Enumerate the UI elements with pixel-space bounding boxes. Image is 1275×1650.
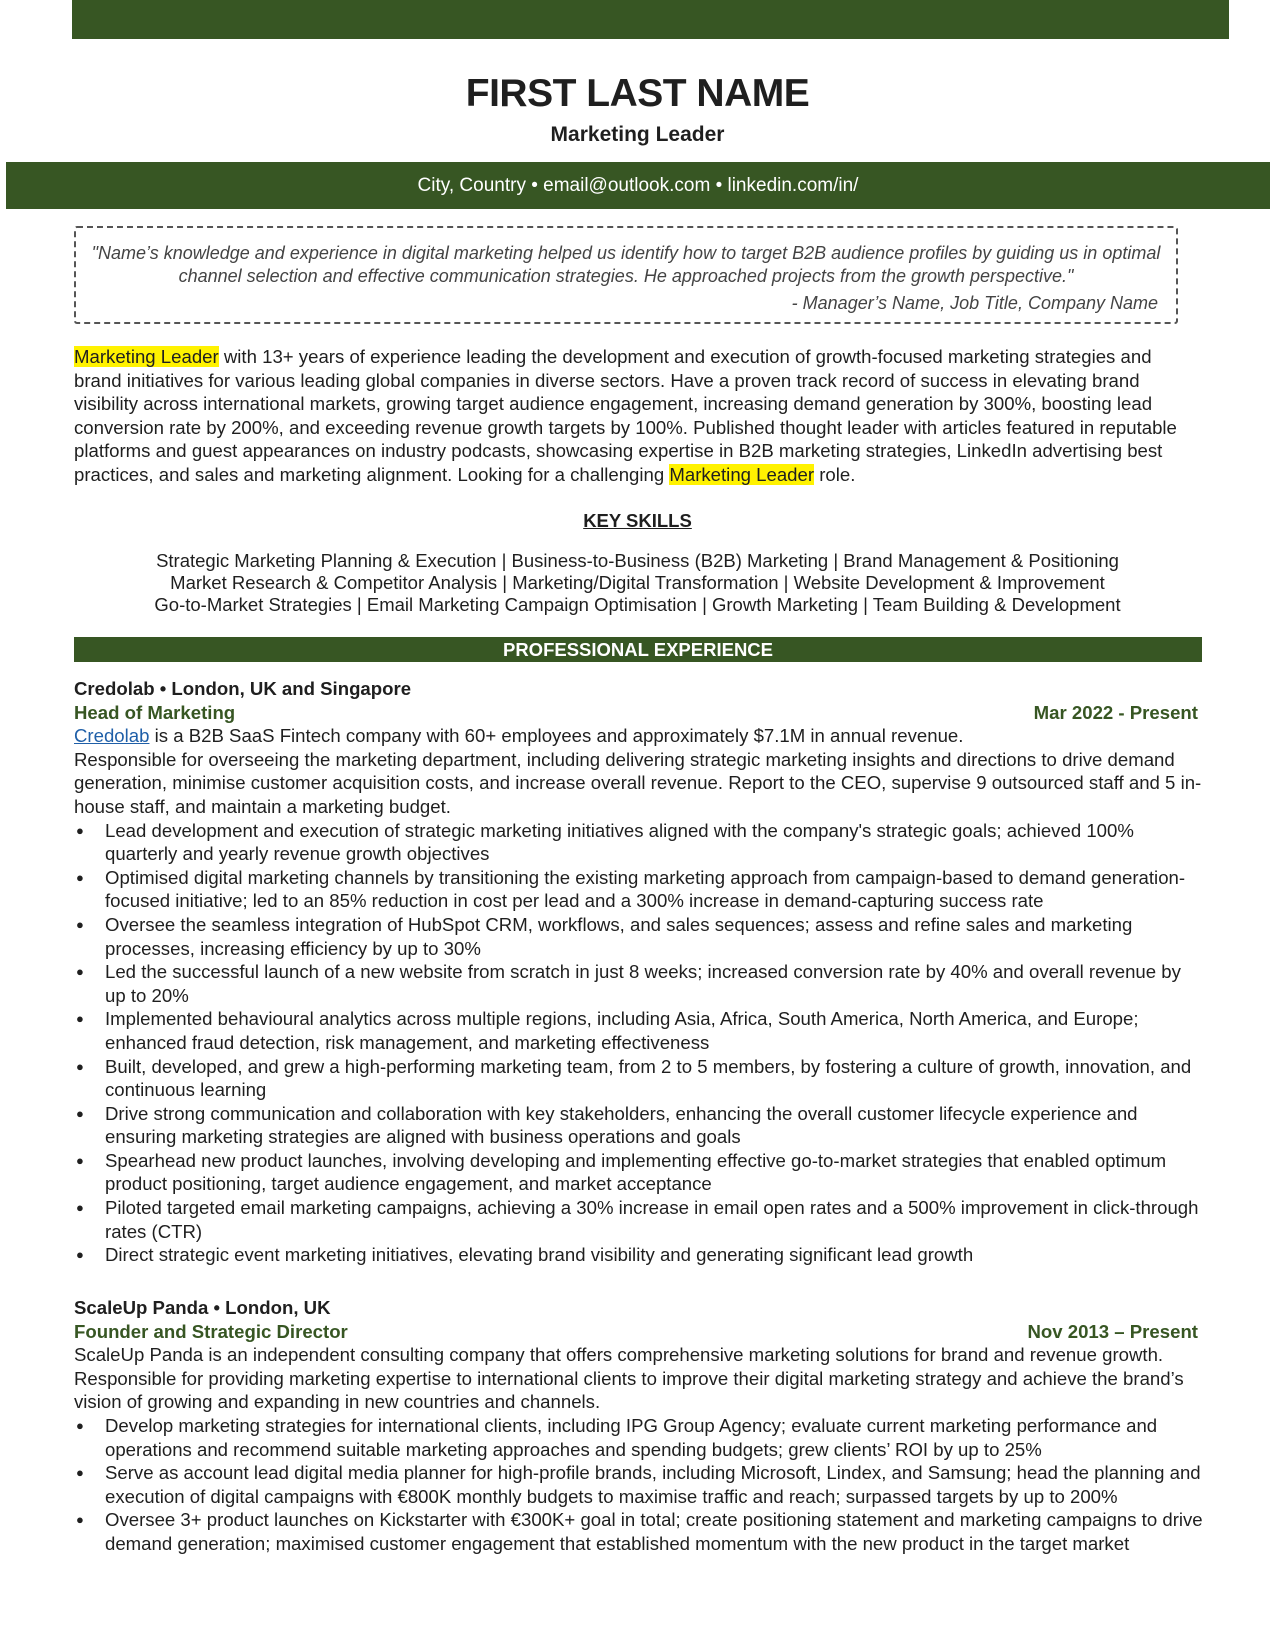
role-title: Founder and Strategic Director bbox=[74, 1320, 348, 1342]
company-name: Credolab • London, UK and Singapore bbox=[74, 678, 412, 699]
role-description: Responsible for providing marketing expertise to international clients to improve their digital marketing strategy and achieve the brand’s vision of growing and expanding in new countries and channels. bbox=[74, 1367, 1184, 1413]
job-entry-credolab bbox=[74, 677, 1204, 1267]
achievement-item: ● Develop marketing strategies for international clients, including IPG Group Agency; evaluate current marketing performance and operations and recommend suitable marketing approaches and spending budgets; grew clients’ ROI by up to 25% bbox=[74, 1414, 1204, 1461]
achievement-item: ● Implemented behavioural analytics across multiple regions, including Asia, Africa, South America, North America, and Europe; enhanced fraud detection, risk management, and marketing effectiveness bbox=[74, 1007, 1204, 1054]
experience-heading: PROFESSIONAL EXPERIENCE bbox=[502, 638, 774, 660]
testimonial-box bbox=[74, 226, 1178, 324]
key-skills-list bbox=[0, 550, 1275, 616]
testimonial-quote: "Name’s knowledge and experience in digital marketing helped us identify how to target B2B audience profiles by guiding us in optimal channel selection and effective communication strategies. He approached projects from the growth perspective." bbox=[91, 243, 1161, 286]
achievement-item: ● Spearhead new product launches, involving developing and implementing effective go-to-market strategies that enabled optimum product positioning, target audience engagement, and market acceptance bbox=[74, 1149, 1204, 1196]
role-dates: Nov 2013 – Present bbox=[1027, 1320, 1198, 1342]
professional-summary bbox=[74, 345, 1204, 487]
summary-body: with 13+ years of experience leading the development and execution of growth-focused marketing strategies and brand initiatives for various leading global companies in diverse sectors. Have a proven track record of success in elevating brand visibility across international markets, growing target audience engagement, increasing demand generation by 300%, boosting lead conversion rate by 200%, and exceeding revenue growth targets by 100%. Published thought leader with articles featured in reputable platforms and guest appearances on industry podcasts, showcasing expertise in B2B marketing strategies, LinkedIn advertising best practices, and sales and marketing alignment. Looking for a challenging bbox=[74, 346, 1177, 485]
achievement-item: ● Oversee 3+ product launches on Kickstarter with €300K+ goal in total; create positioning statement and marketing campaigns to drive demand generation; maximised customer engagement that established momentum with the new product in the target market bbox=[74, 1508, 1204, 1555]
experience-heading-bar bbox=[74, 637, 1202, 662]
job-entry-scaleup-panda bbox=[74, 1296, 1204, 1556]
company-intro: ScaleUp Panda is an independent consulting company that offers comprehensive marketing solutions for brand and revenue growth. bbox=[74, 1344, 1164, 1366]
skills-line: Market Research & Competitor Analysis | Marketing/Digital Transformation | Website Development & Improvement bbox=[170, 572, 1105, 593]
role-title: Head of Marketing bbox=[74, 701, 236, 723]
skills-line: Strategic Marketing Planning & Execution | Business-to-Business (B2B) Marketing | Brand Management & Positioning bbox=[156, 550, 1119, 571]
testimonial-attribution: - Manager’s Name, Job Title, Company Name bbox=[791, 293, 1158, 313]
achievement-list bbox=[74, 1414, 1204, 1556]
achievement-item: ● Led the successful launch of a new website from scratch in just 8 weeks; increased conversion rate by 40% and overall revenue by up to 20% bbox=[74, 960, 1204, 1007]
summary-highlight: Marketing Leader bbox=[669, 463, 815, 485]
role-line bbox=[74, 701, 1204, 725]
candidate-name: FIRST LAST NAME bbox=[465, 72, 810, 115]
role-description: Responsible for overseeing the marketing department, including delivering strategic marketing insights and directions to drive demand generation, minimise customer acquisition costs, and increase overall revenue. Report to the CEO, supervise 9 outsourced staff and 5 in-house staff, and maintain a marketing budget. bbox=[74, 748, 1202, 817]
candidate-title: Marketing Leader bbox=[550, 123, 725, 146]
company-intro-text: is a B2B SaaS Fintech company with 60+ employees and approximately $7.1M in annual revenue. bbox=[149, 725, 964, 747]
role-line bbox=[74, 1320, 1204, 1344]
achievement-item: ● Built, developed, and grew a high-performing marketing team, from 2 to 5 members, by fostering a culture of growth, innovation, and continuous learning bbox=[74, 1055, 1204, 1102]
summary-end: role. bbox=[814, 463, 856, 485]
company-name: ScaleUp Panda • London, UK bbox=[74, 1297, 331, 1318]
achievement-item: ● Piloted targeted email marketing campaigns, achieving a 30% increase in email open rates and a 500% improvement in click-through rates (CTR) bbox=[74, 1196, 1204, 1243]
achievement-item: ● Serve as account lead digital media planner for high-profile brands, including Microsoft, Lindex, and Samsung; head the planning and execution of digital campaigns with €800K monthly budgets to maximise traffic and reach; surpassed targets by up to 200% bbox=[74, 1461, 1204, 1508]
key-skills-heading: KEY SKILLS bbox=[583, 510, 692, 531]
company-link[interactable]: Credolab bbox=[74, 725, 150, 747]
skills-line: Go-to-Market Strategies | Email Marketing Campaign Optimisation | Growth Marketing | Team Building & Development bbox=[154, 594, 1121, 615]
achievement-item: ● Drive strong communication and collaboration with key stakeholders, enhancing the overall customer lifecycle experience and ensuring marketing strategies are aligned with business operations and goals bbox=[74, 1102, 1204, 1149]
achievement-item: ● Optimised digital marketing channels by transitioning the existing marketing approach from campaign-based to demand generation-focused initiative; led to an 85% reduction in cost per lead and a 300% increase in demand-capturing success rate bbox=[74, 866, 1204, 913]
role-dates: Mar 2022 - Present bbox=[1033, 701, 1198, 723]
achievement-list bbox=[74, 819, 1204, 1267]
achievement-item: ● Oversee the seamless integration of HubSpot CRM, workflows, and sales sequences; assess and refine sales and marketing processes, increasing efficiency by up to 30% bbox=[74, 913, 1204, 960]
achievement-item: ● Lead development and execution of strategic marketing initiatives aligned with the company's strategic goals; achieved 100% quarterly and yearly revenue growth objectives bbox=[74, 819, 1204, 866]
top-accent-bar bbox=[72, 0, 1229, 39]
achievement-item: ● Direct strategic event marketing initiatives, elevating brand visibility and generating significant lead growth bbox=[74, 1243, 1204, 1267]
company-intro bbox=[74, 724, 1204, 748]
contact-bar bbox=[6, 162, 1270, 209]
contact-info: City, Country • email@outlook.com • linkedin.com/in/ bbox=[417, 174, 859, 196]
summary-highlight: Marketing Leader bbox=[74, 346, 219, 367]
